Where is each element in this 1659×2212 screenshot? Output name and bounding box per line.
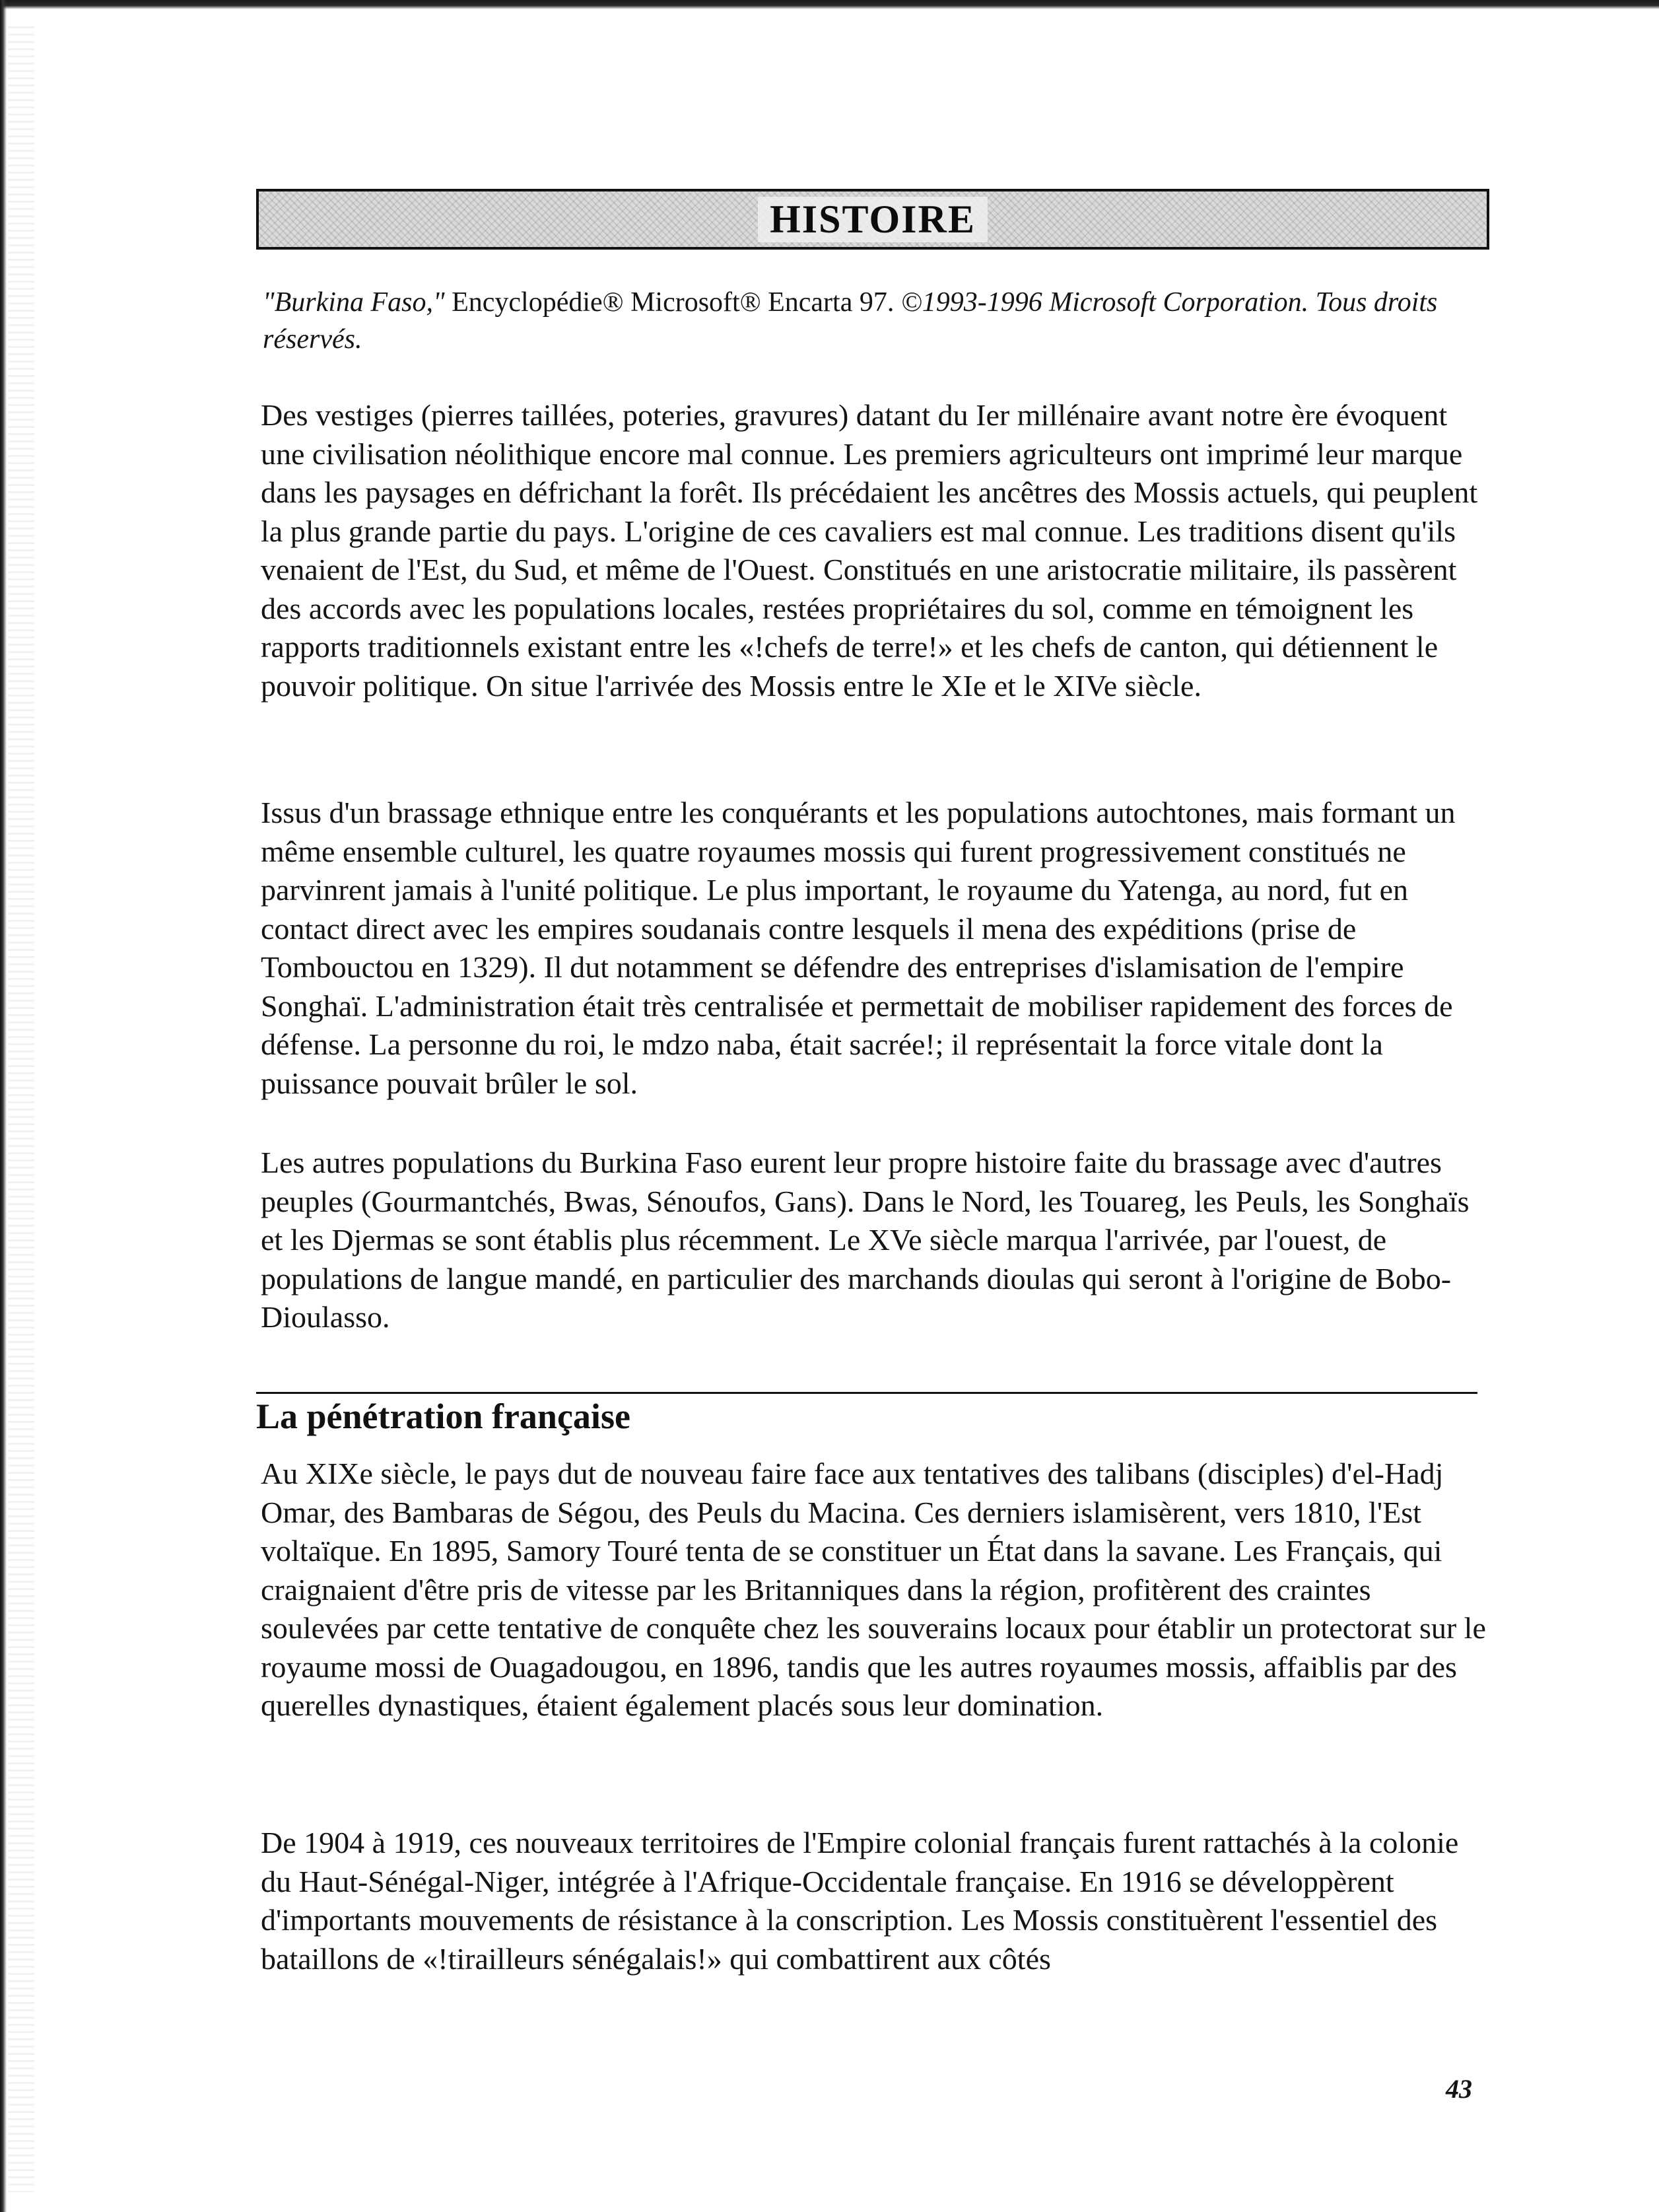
paragraph-1: Des vestiges (pierres taillées, poteries, gravures) datant du Ier millénaire avant notre ère évoquent une civilisation néolithique encore mal connue. Les premiers agriculteurs ont imprimé leur marque dans les paysages en défrichant la forêt. Ils précédaient les ancêtres des Mossis actuels, qui peuplent la plus grande partie du pays. L'origine de ces cavaliers est mal connue. Les traditions disent qu'ils venaient de l'Est, du Sud, et même de l'Ouest. Constitués en une aristocratie militaire, ils passèrent des accords avec les populations locales, restées propriétaires du sol, comme en témoignent les rapports traditionnels existant entre les «!chefs de terre!» et les chefs de canton, qui détiennent le pouvoir politique. On situe l'arrivée des Mossis entre le XIe et le XIVe siècle.: [261, 398, 1478, 703]
scan-noise: [8, 26, 34, 2192]
source-publisher: Encyclopédie® Microsoft® Encarta 97.: [452, 287, 895, 318]
section-paragraph-2: De 1904 à 1919, ces nouveaux territoires de l'Empire colonial français furent rattachés à la colonie du Haut-Sénégal-Niger, intégrée à l'Afrique-Occidentale française. En 1916 se développèrent d'importants mouvements de résistance à la conscription. Les Mossis constituèrent l'essentiel des bataillons de «!tirailleurs sénégalais!» qui combattirent aux côtés: [261, 1826, 1459, 1976]
page-title: HISTOIRE: [758, 197, 988, 242]
source-copyright: ©1993-1996 Microsoft Corporation. Tous droits réservés.: [263, 287, 1438, 355]
page-number: 43: [1446, 2074, 1472, 2104]
paragraph-3: Les autres populations du Burkina Faso eurent leur propre histoire faite du brassage avec d'autres peuples (Gourmantchés, Bwas, Sénoufos, Gans). Dans le Nord, les Touareg, les Peuls, les Songhaïs et les Djermas se sont établis plus récemment. Le XVe siècle marqua l'arrivée, par l'ouest, de populations de langue mandé, en particulier des marchands dioulas qui seront à l'origine de Bobo-Dioulasso.: [261, 1146, 1470, 1334]
source-citation: [263, 284, 1491, 358]
section-header-box: [256, 189, 1489, 250]
scan-edge-left: [0, 0, 7, 2212]
section-paragraph-1: Au XIXe siècle, le pays dut de nouveau faire face aux tentatives des talibans (disciples) d'el-Hadj Omar, des Bambaras de Ségou, des Peuls du Macina. Ces derniers islamisèrent, vers 1810, l'Est voltaïque. En 1895, Samory Touré tenta de se constituer un État dans la savane. Les Français, qui craignaient d'être pris de vitesse par les Britanniques dans la région, profitèrent des craintes soulevées par cette tentative de conquête chez les souverains locaux pour établir un protectorat sur le royaume mossi de Ouagadougou, en 1896, tandis que les autres royaumes mossis, affaiblis par des querelles dynastiques, étaient également placés sous leur domination.: [261, 1457, 1486, 1722]
scan-edge-top: [0, 0, 1659, 9]
paragraph-2: Issus d'un brassage ethnique entre les conquérants et les populations autochtones, mais formant un même ensemble culturel, les quatre royaumes mossis qui furent progressivement constitués ne parvinrent jamais à l'unité politique. Le plus important, le royaume du Yatenga, au nord, fut en contact direct avec les empires soudanais contre lesquels il mena des expéditions (prise de Tombouctou en 1329). Il dut notamment se défendre des entreprises d'islamisation de l'empire Songhaï. L'administration était très centralisée et permettait de mobiliser rapidement des forces de défense. La personne du roi, le mdzo naba, était sacrée!; il représentait la force vitale dont la puissance pouvait brûler le sol.: [261, 796, 1456, 1100]
section-heading: La pénétration française: [256, 1397, 630, 1436]
source-article: "Burkina Faso,": [263, 287, 445, 318]
